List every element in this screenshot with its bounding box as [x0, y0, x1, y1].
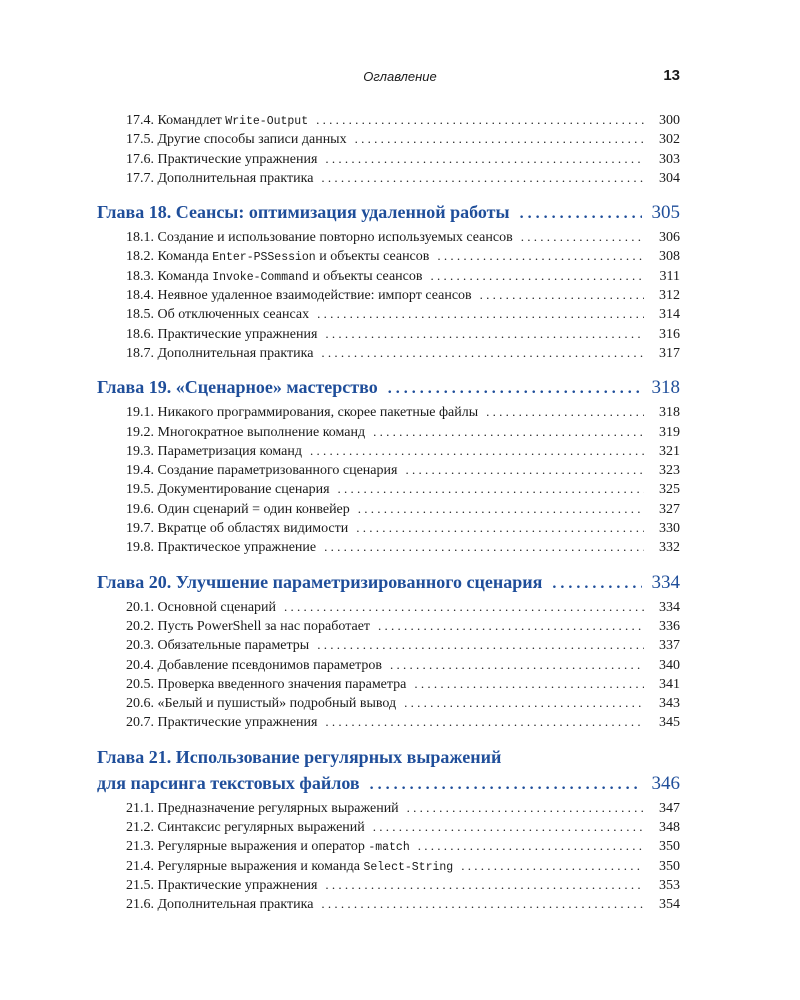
entry-label — [126, 895, 313, 914]
toc-entry[interactable] — [97, 518, 680, 537]
entry-code: Select-String — [363, 860, 454, 874]
entry-page: 336 — [659, 618, 680, 634]
entry-label — [126, 228, 513, 247]
entry-code: Write-Output — [225, 115, 309, 128]
table-of-contents — [97, 110, 680, 914]
chapter-19-heading[interactable] — [97, 374, 680, 402]
entry-number: 21.3. — [126, 839, 154, 855]
toc-entry[interactable] — [97, 246, 680, 265]
entry-page: 348 — [659, 820, 680, 836]
leader-dots — [407, 798, 644, 817]
entry-text: Команда — [157, 249, 209, 265]
entry-text: Практические упражнения — [157, 326, 318, 342]
toc-entry[interactable] — [97, 285, 680, 304]
entry-number: 17.6. — [126, 151, 154, 167]
entry-text-suffix: и объекты сеансов — [312, 268, 423, 284]
leader-dots — [370, 772, 642, 798]
entry-text: Документирование сценария — [157, 482, 330, 498]
entry-number: 19.7. — [126, 521, 154, 537]
leader-dots — [418, 836, 644, 855]
entry-label — [126, 713, 317, 732]
entry-label — [126, 325, 317, 344]
entry-number: 20.5. — [126, 676, 154, 692]
leader-dots — [321, 894, 644, 913]
page-number: 13 — [663, 67, 680, 84]
entry-label — [126, 656, 382, 675]
entry-page: 334 — [659, 599, 680, 615]
entry-text: Проверка введенного значения параметра — [157, 676, 407, 692]
entry-label — [126, 598, 276, 617]
toc-entry[interactable] — [97, 616, 680, 635]
leader-dots — [325, 875, 644, 894]
leader-dots — [355, 129, 644, 148]
entry-text: Дополнительная практика — [157, 345, 314, 361]
entry-text: Командлет — [157, 113, 222, 128]
section-list-ch21 — [97, 798, 680, 914]
entry-page: 300 — [659, 113, 680, 128]
toc-entry[interactable] — [97, 479, 680, 498]
chapter-18-heading[interactable] — [97, 199, 680, 227]
leader-dots — [520, 201, 642, 227]
entry-page: 302 — [659, 132, 680, 148]
entry-label — [126, 818, 365, 837]
toc-entry[interactable] — [97, 856, 680, 875]
toc-entry[interactable] — [97, 635, 680, 654]
entry-page: 350 — [659, 839, 680, 855]
entry-label — [126, 169, 313, 188]
toc-entry[interactable] — [97, 597, 680, 616]
entry-page: 308 — [659, 249, 680, 265]
entry-page: 303 — [659, 151, 680, 167]
entry-number: 18.4. — [126, 288, 154, 304]
toc-entry[interactable] — [97, 402, 680, 421]
section-list-ch19 — [97, 402, 680, 556]
toc-entry[interactable] — [97, 460, 680, 479]
leader-dots — [414, 674, 644, 693]
entry-label — [126, 305, 309, 324]
chapter-title-line2-row — [97, 770, 680, 798]
leader-dots — [437, 246, 644, 265]
entry-text: Обязательные параметры — [157, 638, 310, 654]
entry-label — [126, 150, 317, 169]
entry-text: Дополнительная практика — [157, 897, 314, 913]
entry-page: 317 — [659, 345, 680, 361]
toc-entry[interactable] — [97, 227, 680, 246]
chapter-page: 346 — [651, 772, 680, 794]
entry-text: Синтаксис регулярных выражений — [157, 820, 365, 836]
entry-number: 20.2. — [126, 618, 154, 634]
toc-entry[interactable] — [97, 798, 680, 817]
chapter-page: 318 — [651, 377, 680, 399]
entry-text: Практические упражнения — [157, 715, 318, 731]
entry-page: 312 — [659, 288, 680, 304]
chapter-title-line1: Глава 21. Использование регулярных выражений — [97, 746, 502, 767]
entry-number: 18.7. — [126, 345, 154, 361]
entry-number: 19.3. — [126, 443, 154, 459]
leader-dots — [317, 304, 644, 323]
entry-number: 19.8. — [126, 540, 154, 556]
entry-page: 354 — [659, 897, 680, 913]
entry-page: 316 — [659, 326, 680, 342]
toc-entry[interactable] — [97, 712, 680, 731]
leader-dots — [317, 635, 644, 654]
leader-dots — [430, 266, 644, 285]
entry-page: 345 — [659, 715, 680, 731]
toc-entry[interactable] — [97, 266, 680, 285]
entry-text: Один сценарий = один конвейер — [157, 501, 350, 517]
entry-label — [126, 876, 317, 895]
entry-number: 19.6. — [126, 501, 154, 517]
entry-label — [126, 286, 472, 305]
entry-page: 318 — [659, 405, 680, 421]
entry-label — [126, 636, 309, 655]
toc-entry[interactable] — [97, 441, 680, 460]
entry-number: 20.4. — [126, 657, 154, 673]
chapter-title: Глава 20. Улучшение параметризированного сценария — [97, 571, 543, 592]
entry-label — [126, 461, 397, 480]
entry-label — [126, 480, 330, 499]
toc-entry[interactable] — [97, 693, 680, 712]
entry-page: 353 — [659, 877, 680, 893]
entry-label — [126, 130, 347, 149]
leader-dots — [338, 479, 644, 498]
entry-page: 319 — [659, 424, 680, 440]
entry-number: 18.1. — [126, 230, 154, 246]
entry-label — [126, 403, 478, 422]
entry-page: 314 — [659, 307, 680, 323]
toc-entry[interactable] — [97, 836, 680, 855]
entry-number: 17.7. — [126, 170, 154, 186]
entry-label — [126, 694, 396, 713]
entry-text: Практические упражнения — [157, 877, 318, 893]
entry-number: 21.6. — [126, 897, 154, 913]
toc-entry[interactable] — [97, 817, 680, 836]
leader-dots — [390, 655, 644, 674]
entry-page: 347 — [659, 800, 680, 816]
chapter-20-heading[interactable] — [97, 569, 680, 597]
entry-text: Другие способы записи данных — [157, 132, 347, 148]
entry-text: Создание параметризованного сценария — [157, 463, 398, 479]
entry-code: Invoke-Command — [212, 270, 309, 284]
toc-entry[interactable] — [97, 894, 680, 913]
toc-entry[interactable] — [97, 875, 680, 894]
entry-page: 350 — [659, 858, 680, 874]
entry-label — [126, 344, 313, 363]
entry-page: 341 — [659, 676, 680, 692]
entry-page: 311 — [659, 268, 680, 284]
entry-text: Неявное удаленное взаимодействие: импорт сеансов — [157, 288, 472, 304]
entry-number: 18.5. — [126, 307, 154, 323]
chapter-title: Глава 18. Сеансы: оптимизация удаленной работы — [97, 202, 510, 223]
entry-page: 325 — [659, 482, 680, 498]
entry-label — [126, 538, 316, 557]
entry-page: 323 — [659, 463, 680, 479]
entry-label — [126, 799, 399, 818]
leader-dots — [321, 343, 644, 362]
entry-number: 18.6. — [126, 326, 154, 342]
page-header — [0, 66, 800, 86]
section-list-ch20 — [97, 597, 680, 732]
entry-page: 327 — [659, 501, 680, 517]
entry-label — [126, 857, 453, 877]
leader-dots — [521, 227, 644, 246]
running-title: Оглавление — [363, 69, 437, 84]
entry-text: Многократное выполнение команд — [157, 424, 366, 440]
entry-text: Пусть PowerShell за нас поработает — [157, 618, 371, 634]
leader-dots — [405, 460, 644, 479]
entry-number: 20.1. — [126, 599, 154, 615]
entry-text: Дополнительная практика — [157, 170, 314, 186]
leader-dots — [480, 285, 644, 304]
entry-text: Параметризация команд — [157, 443, 302, 459]
leader-dots — [388, 376, 642, 402]
chapter-page: 305 — [651, 202, 680, 224]
entry-label — [126, 675, 406, 694]
entry-page: 321 — [659, 443, 680, 459]
entry-label — [126, 423, 365, 442]
entry-label — [126, 617, 370, 636]
entry-number: 20.3. — [126, 638, 154, 654]
toc-entry[interactable] — [97, 149, 680, 168]
entry-text-suffix: и объекты сеансов — [319, 249, 430, 265]
entry-page: 306 — [659, 230, 680, 246]
entry-number: 17.5. — [126, 132, 154, 148]
entry-number: 18.2. — [126, 249, 154, 265]
entry-text: Вкратце об областях видимости — [157, 521, 349, 537]
chapter-page: 334 — [651, 571, 680, 593]
chapter-21-heading[interactable] — [97, 744, 680, 798]
section-list-ch17 — [97, 110, 680, 187]
entry-page: 340 — [659, 657, 680, 673]
entry-number: 18.3. — [126, 268, 154, 284]
toc-entry[interactable] — [97, 110, 680, 129]
leader-dots — [552, 571, 641, 597]
section-list-ch18 — [97, 227, 680, 362]
entry-page: 343 — [659, 696, 680, 712]
leader-dots — [310, 441, 644, 460]
entry-label — [126, 519, 348, 538]
entry-text: Никакого программирования, скорее пакетные файлы — [157, 405, 479, 421]
entry-text: Создание и использование повторно используемых сеансов — [157, 230, 513, 246]
entry-number: 21.2. — [126, 820, 154, 836]
entry-label — [126, 442, 302, 461]
entry-number: 21.4. — [126, 858, 154, 874]
entry-number: 20.7. — [126, 715, 154, 731]
leader-dots — [378, 616, 644, 635]
entry-page: 337 — [659, 638, 680, 654]
leader-dots — [325, 324, 644, 343]
entry-text: Об отключенных сеансах — [157, 307, 310, 323]
entry-number: 19.5. — [126, 482, 154, 498]
leader-dots — [486, 402, 644, 421]
entry-code: -match — [368, 841, 410, 855]
entry-text: Практическое упражнение — [157, 540, 317, 556]
entry-number: 19.1. — [126, 405, 154, 421]
entry-page: 304 — [659, 170, 680, 186]
entry-text: Добавление псевдонимов параметров — [157, 657, 383, 673]
leader-dots — [358, 499, 644, 518]
entry-code: Enter-PSSession — [212, 251, 316, 265]
toc-entry[interactable] — [97, 537, 680, 556]
toc-entry[interactable] — [97, 499, 680, 518]
entry-text: Команда — [157, 268, 209, 284]
leader-dots — [461, 856, 644, 875]
leader-dots — [356, 518, 644, 537]
entry-text: Регулярные выражения и команда — [157, 858, 360, 874]
entry-label — [126, 500, 350, 519]
entry-number: 19.2. — [126, 424, 154, 440]
chapter-title: Глава 19. «Сценарное» мастерство — [97, 377, 378, 398]
entry-text: Предназначение регулярных выражений — [157, 800, 399, 816]
toc-entry[interactable] — [97, 422, 680, 441]
leader-dots — [324, 537, 644, 556]
entry-number: 21.5. — [126, 877, 154, 893]
entry-label — [126, 247, 429, 267]
toc-entry[interactable] — [97, 129, 680, 148]
toc-entry[interactable] — [97, 168, 680, 187]
entry-page: 332 — [659, 540, 680, 556]
leader-dots — [284, 597, 644, 616]
leader-dots — [404, 693, 644, 712]
entry-text: «Белый и пушистый» подробный вывод — [157, 696, 397, 712]
leader-dots — [325, 149, 644, 168]
entry-number: 20.6. — [126, 696, 154, 712]
leader-dots — [373, 817, 644, 836]
entry-label — [126, 111, 308, 131]
leader-dots — [316, 110, 644, 129]
entry-page: 330 — [659, 521, 680, 537]
entry-label — [126, 837, 410, 857]
toc-entry[interactable] — [97, 674, 680, 693]
entry-number: 17.4. — [126, 113, 154, 128]
entry-number: 19.4. — [126, 463, 154, 479]
chapter-title-line2: для парсинга текстовых файлов — [97, 772, 360, 793]
entry-text: Регулярные выражения и оператор — [157, 839, 365, 855]
toc-entry[interactable] — [97, 343, 680, 362]
leader-dots — [325, 712, 644, 731]
entry-text: Практические упражнения — [157, 151, 318, 167]
toc-entry[interactable] — [97, 324, 680, 343]
leader-dots — [321, 168, 644, 187]
leader-dots — [373, 422, 644, 441]
entry-text: Основной сценарий — [157, 599, 277, 615]
toc-entry[interactable] — [97, 304, 680, 323]
toc-entry[interactable] — [97, 655, 680, 674]
entry-label — [126, 267, 422, 287]
entry-number: 21.1. — [126, 800, 154, 816]
